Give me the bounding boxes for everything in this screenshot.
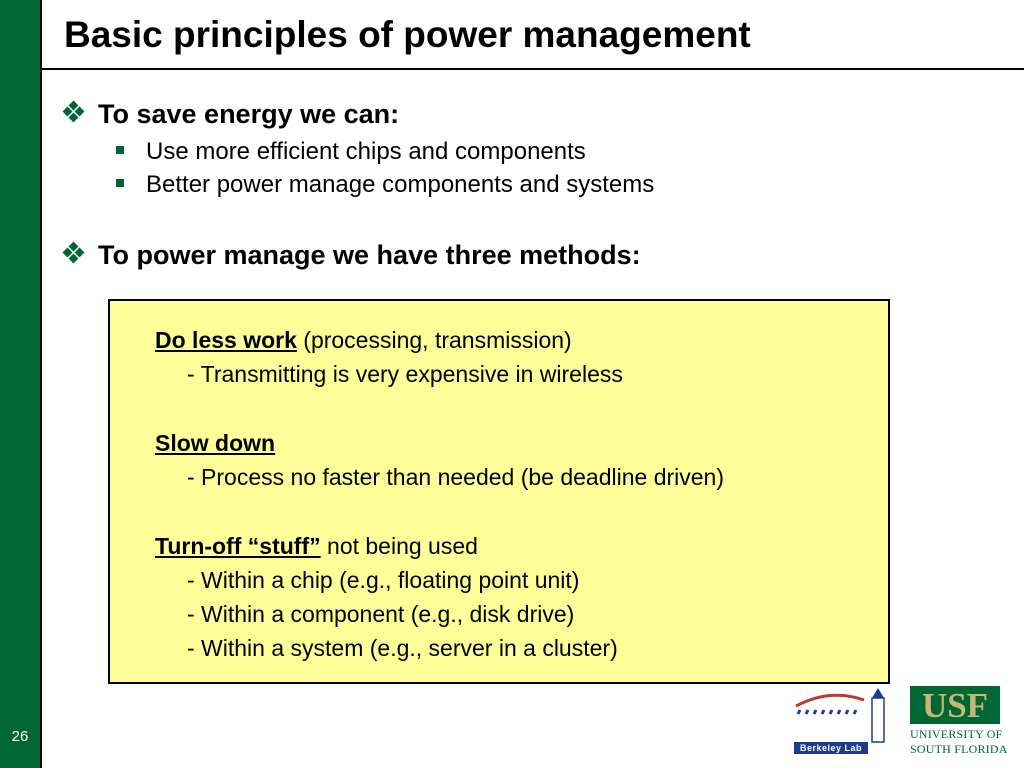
method-line bbox=[155, 533, 478, 560]
method-description: not being used bbox=[320, 533, 478, 559]
method-detail: - Within a component (e.g., disk drive) bbox=[187, 601, 575, 627]
method-line bbox=[155, 430, 275, 457]
sub-bullet-text: Use more efficient chips and components bbox=[146, 138, 586, 165]
page-number: 26 bbox=[11, 728, 29, 745]
method-heading: Turn-off “stuff” bbox=[155, 533, 321, 559]
method-line bbox=[155, 327, 572, 354]
slide-title: Basic principles of power management bbox=[64, 14, 751, 55]
methods-box bbox=[108, 299, 890, 684]
sub-bullet-text: Better power manage components and systems bbox=[146, 171, 655, 198]
sidebar-bar bbox=[0, 0, 42, 768]
bullet-text: To power manage we have three methods: bbox=[98, 240, 641, 270]
title-divider bbox=[40, 68, 1024, 70]
method-heading: Do less work bbox=[155, 327, 297, 353]
bullet-save-energy bbox=[64, 99, 399, 130]
diamond-bullet-icon bbox=[64, 102, 84, 122]
method-detail: - Within a chip (e.g., floating point unit) bbox=[187, 567, 580, 593]
method-description: (processing, transmission) bbox=[296, 327, 572, 353]
method-heading: Slow down bbox=[155, 430, 276, 456]
berkeley-lab-label: Berkeley Lab bbox=[799, 743, 863, 753]
sub-bullet bbox=[116, 171, 654, 199]
logos bbox=[790, 684, 1010, 760]
square-bullet-icon bbox=[116, 146, 124, 154]
usf-logo: USF bbox=[910, 686, 1000, 724]
bullet-power-manage bbox=[64, 240, 641, 271]
bullet-text: To save energy we can: bbox=[98, 99, 400, 129]
method-detail: - Process no faster than needed (be deadline driven) bbox=[187, 464, 724, 490]
method-detail: - Transmitting is very expensive in wireless bbox=[187, 361, 623, 387]
square-bullet-icon bbox=[116, 179, 124, 187]
usf-florida-text: SOUTH FLORIDA bbox=[910, 742, 1008, 756]
sub-bullet bbox=[116, 138, 586, 166]
diamond-bullet-icon bbox=[64, 243, 84, 263]
method-detail: - Within a system (e.g., server in a cluster) bbox=[187, 635, 618, 661]
usf-university-text: UNIVERSITY OF bbox=[910, 727, 1003, 741]
